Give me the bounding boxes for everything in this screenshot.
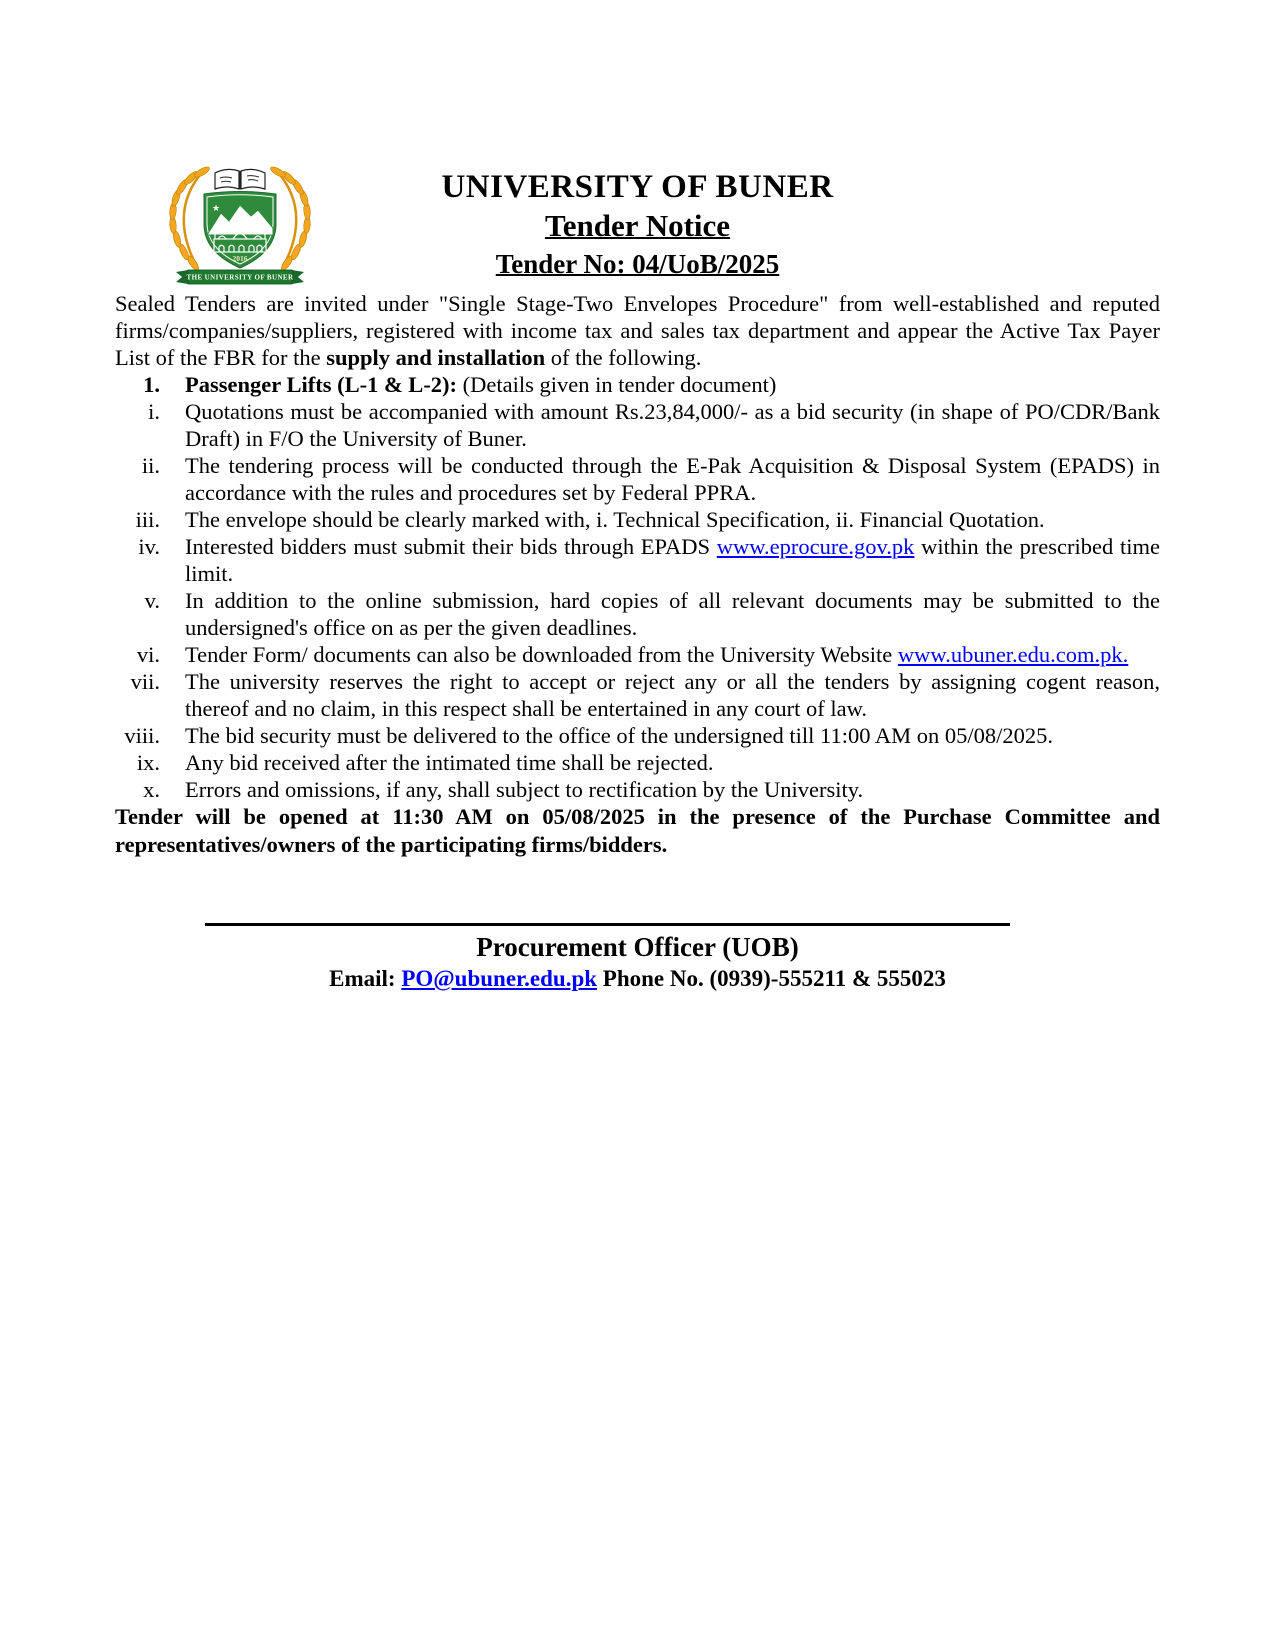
list-number: iii. — [135, 507, 160, 532]
list-number: iv. — [138, 534, 160, 559]
book-icon — [215, 169, 265, 189]
list-item-text: The envelope should be clearly marked with, i. Technical Specification, ii. Financial Quotation. — [185, 507, 1045, 532]
tender-number: Tender No: 04/UoB/2025 — [495, 249, 780, 279]
intro-text-2: of the following. — [545, 345, 702, 370]
shield-icon — [204, 192, 276, 269]
list-item-roman-ii — [115, 452, 1160, 506]
signature-title: Procurement Officer (UOB) — [476, 932, 799, 962]
list-item-roman-vii — [115, 668, 1160, 722]
header — [115, 160, 1160, 290]
list-item-roman-iii — [115, 506, 1160, 533]
list-item-roman-ix — [115, 749, 1160, 776]
signature-line — [205, 923, 1010, 926]
list-number: viii. — [124, 723, 160, 748]
email-link[interactable]: PO@ubuner.edu.pk — [401, 966, 598, 991]
signature-contact — [115, 964, 1160, 993]
list-item-text: Tender Form/ documents can also be downloaded from the University Website www.ubuner.edu.com.pk. — [185, 642, 1129, 667]
item1-rest: (Details given in tender document) — [457, 372, 777, 397]
intro-text-1: Sealed Tenders are invited under "Single Stage-Two Envelopes Procedure" from well-established and reputed firms/companies/suppliers, registered with income tax and sales tax department and appear the Active Tax Payer List of the FBR for the — [115, 291, 1160, 370]
list-number: x. — [143, 777, 160, 802]
list-item-text: Any bid received after the intimated time shall be rejected. — [185, 750, 714, 775]
intro-bold: supply and installation — [326, 345, 546, 370]
item1-bold: Passenger Lifts (L-1 & L-2): — [185, 372, 458, 397]
list-item-text: The tendering process will be conducted through the E-Pak Acquisition & Disposal System (EPADS) in accordance with the rules and procedures set by Federal PPRA. — [185, 453, 1160, 505]
list-number: ii. — [141, 453, 160, 478]
logo-ribbon-text: THE UNIVERSITY OF BUNER — [186, 273, 294, 282]
logo-ribbon — [176, 270, 304, 284]
list-number: ix. — [136, 750, 160, 775]
list-item-text: The bid security must be delivered to the office of the undersigned till 11:00 AM on 05/08/2025. — [185, 723, 1053, 748]
eprocure-link[interactable]: www.eprocure.gov.pk — [716, 534, 915, 559]
list-number: vi. — [136, 642, 160, 667]
list-item-text: Errors and omissions, if any, shall subject to rectification by the University. — [185, 777, 864, 802]
list-item-1 — [115, 371, 1160, 398]
list-item-text: Interested bidders must submit their bids through EPADS www.eprocure.gov.pk within the prescribed time limit. — [185, 534, 1160, 586]
list-item-roman-vi — [115, 641, 1160, 668]
list-item-roman-i — [115, 398, 1160, 452]
list-item-text: Quotations must be accompanied with amount Rs.23,84,000/- as a bid security (in shape of PO/CDR/Bank Draft) in F/O the University of Buner. — [185, 399, 1160, 451]
list-item-roman-iv — [115, 533, 1160, 587]
notice-title: Tender Notice — [544, 208, 731, 243]
document-content — [115, 160, 1160, 993]
list-item-text — [185, 371, 1160, 398]
ubuner-website-link[interactable]: www.ubuner.edu.com.pk. — [897, 642, 1129, 667]
signature-block — [115, 923, 1160, 993]
list-number: vii. — [130, 669, 160, 694]
list-number: i. — [148, 399, 160, 424]
list-item-roman-v — [115, 587, 1160, 641]
page-title: UNIVERSITY OF BUNER — [441, 169, 834, 205]
intro-paragraph — [115, 290, 1160, 371]
phone-text: Phone No. (0939)-555211 & 555023 — [597, 966, 946, 991]
list-number: v. — [144, 588, 160, 613]
list-number: 1. — [143, 372, 160, 397]
logo-year: 2016 — [232, 254, 248, 263]
list-item-roman-viii — [115, 722, 1160, 749]
email-label: Email: — [329, 966, 402, 991]
list-item-text: In addition to the online submission, hard copies of all relevant documents may be submitted to the undersigned's office on as per the given deadlines. — [185, 588, 1160, 640]
university-logo-svg — [160, 160, 320, 288]
list-item-roman-x — [115, 776, 1160, 803]
list-item-text: The university reserves the right to accept or reject any or all the tenders by assigning cogent reason, thereof and no claim, in this respect shall be entertained in any court of law. — [185, 669, 1160, 721]
university-logo — [160, 160, 320, 288]
star-icon: ★ — [211, 203, 221, 213]
closing-paragraph: Tender will be opened at 11:30 AM on 05/08/2025 in the presence of the Purchase Committee and representatives/owners of the participating firms/bidders. — [115, 804, 1160, 857]
